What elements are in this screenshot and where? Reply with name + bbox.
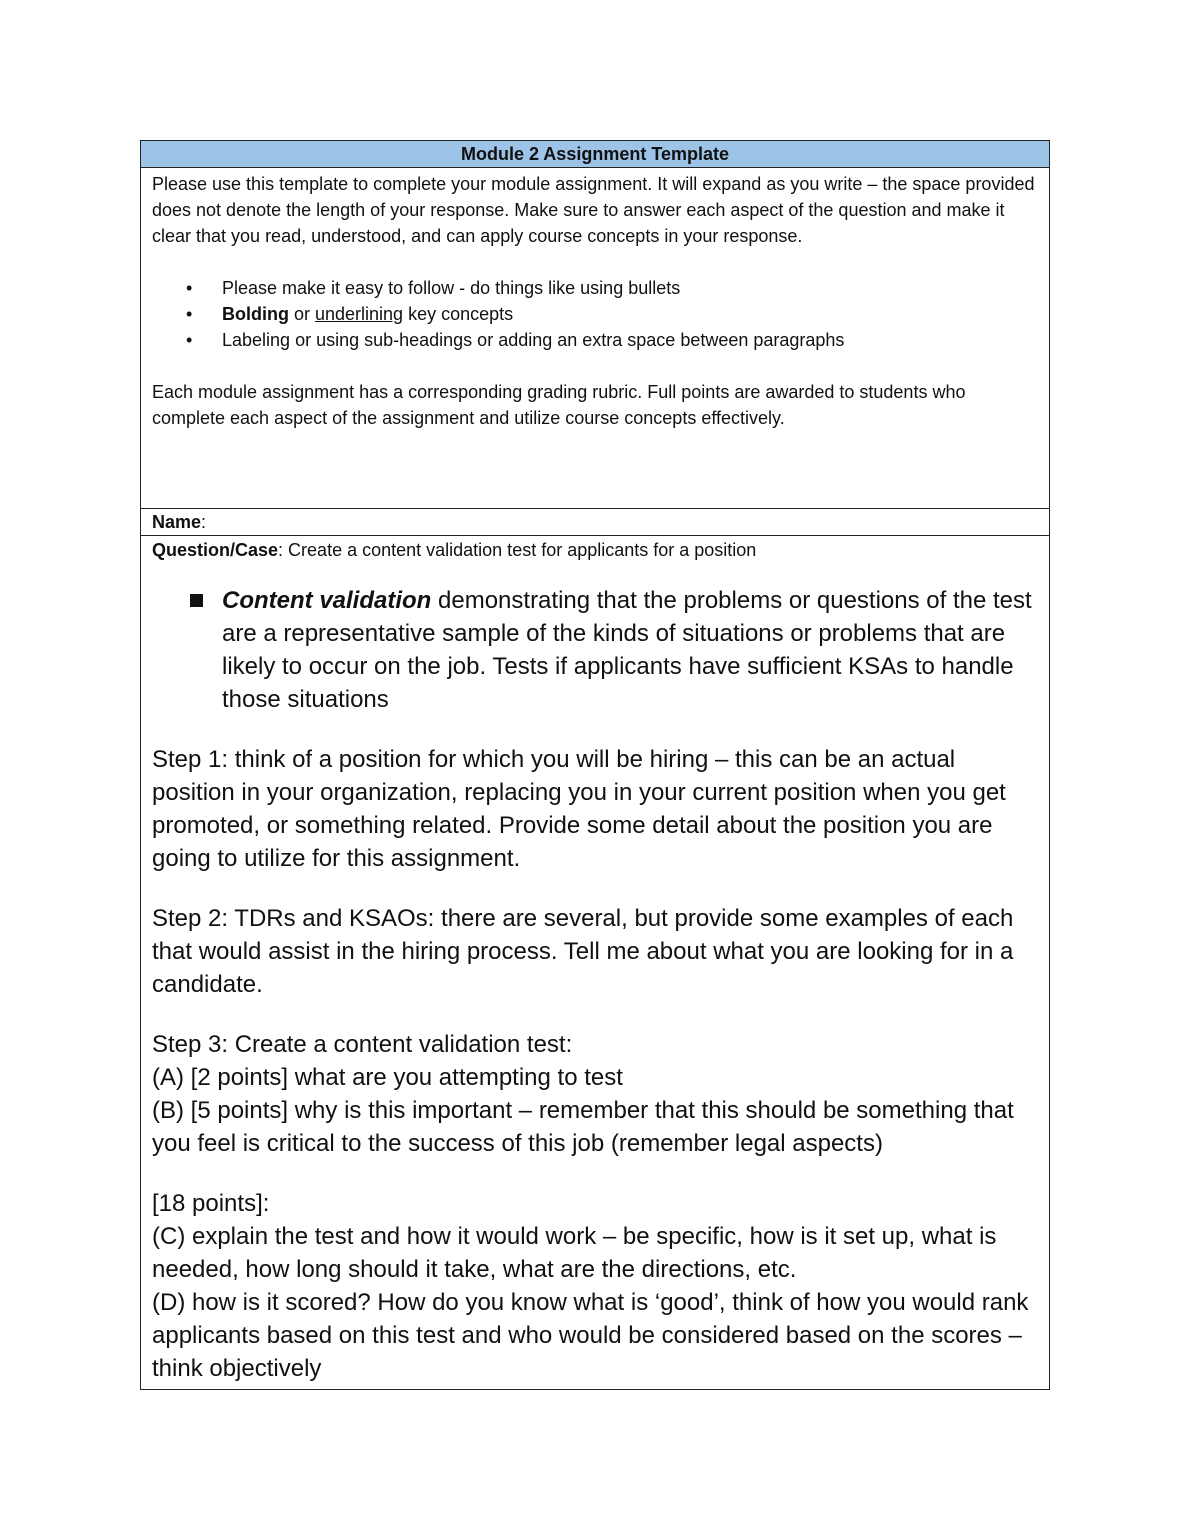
points-18-label: [18 points]: [152, 1190, 270, 1217]
step-3: Step 3: Create a content validation test: [152, 1031, 573, 1058]
instructions-paragraph: Please use this template to complete your module assignment. It will expand as you write – the space provided does not denote the length of your response. Make sure to answer each aspect of the question and make it clear that you read, understood, and can apply course concepts in your response. [152, 174, 1035, 246]
content-validation-text: demonstrating that the problems or questions of the test are a representative sample of the kinds of situations or problems that are likely to occur on the job. Tests if applicants have sufficient KSAs to handle those situations [222, 587, 1032, 713]
step-3-part-b: (B) [5 points] why is this important – remember that this should be something that you feel is critical to the success of this job (remember legal aspects) [152, 1097, 1014, 1157]
bullet-icon: • [186, 330, 193, 350]
step-3-part-c: (C) explain the test and how it would work – be specific, how is it set up, what is needed, how long should it take, what are the directions, etc. [152, 1223, 997, 1283]
question-label: Question/Case [152, 540, 279, 560]
step-2: Step 2: TDRs and KSAOs: there are several, but provide some examples of each that would assist in the hiring process. Tell me about what you are looking for in a candidate. [152, 905, 1014, 998]
name-label: Name [152, 512, 202, 532]
question-heading [152, 538, 1038, 562]
tip-text: key concepts [403, 304, 514, 324]
tip-text: Please make it easy to follow - do things like using bullets [222, 278, 681, 298]
tip-underline-text: underlining [315, 304, 404, 324]
tip-bold-text: Bolding [222, 304, 289, 324]
list-item [152, 327, 1038, 353]
name-cell[interactable] [141, 509, 1049, 536]
tip-text: Labeling or using sub-headings or adding an extra space between paragraphs [222, 330, 845, 350]
square-bullet-icon [190, 594, 203, 607]
list-item [152, 275, 1038, 301]
list-item [152, 584, 1038, 716]
name-colon: : [201, 512, 207, 532]
content-validation-term: Content validation [222, 587, 432, 614]
tip-text: or [288, 304, 315, 324]
instructions-cell [141, 168, 1049, 509]
question-cell [141, 536, 1049, 1389]
step-3-part-d: (D) how is it scored? How do you know what is ‘good’, think of how you would rank applicants based on this test and who would be considered based on the scores – think objectively [152, 1289, 1029, 1382]
bullet-icon: • [186, 278, 193, 298]
bullet-icon: • [186, 304, 193, 324]
tips-list [152, 275, 1038, 353]
question-text: : Create a content validation test for applicants for a position [278, 540, 757, 560]
step-1: Step 1: think of a position for which you will be hiring – this can be an actual position in your organization, replacing you in your current position when you get promoted, or something related. Provide some detail about the position you are going to utilize for this assignment. [152, 746, 1006, 872]
content-validation-list [152, 584, 1038, 716]
list-item [152, 301, 1038, 327]
step-3-part-a: (A) [2 points] what are you attempting to test [152, 1064, 623, 1091]
template-title: Module 2 Assignment Template [141, 141, 1049, 168]
assignment-template-table [140, 140, 1050, 1390]
rubric-paragraph: Each module assignment has a corresponding grading rubric. Full points are awarded to students who complete each aspect of the assignment and utilize course concepts effectively. [152, 382, 966, 428]
